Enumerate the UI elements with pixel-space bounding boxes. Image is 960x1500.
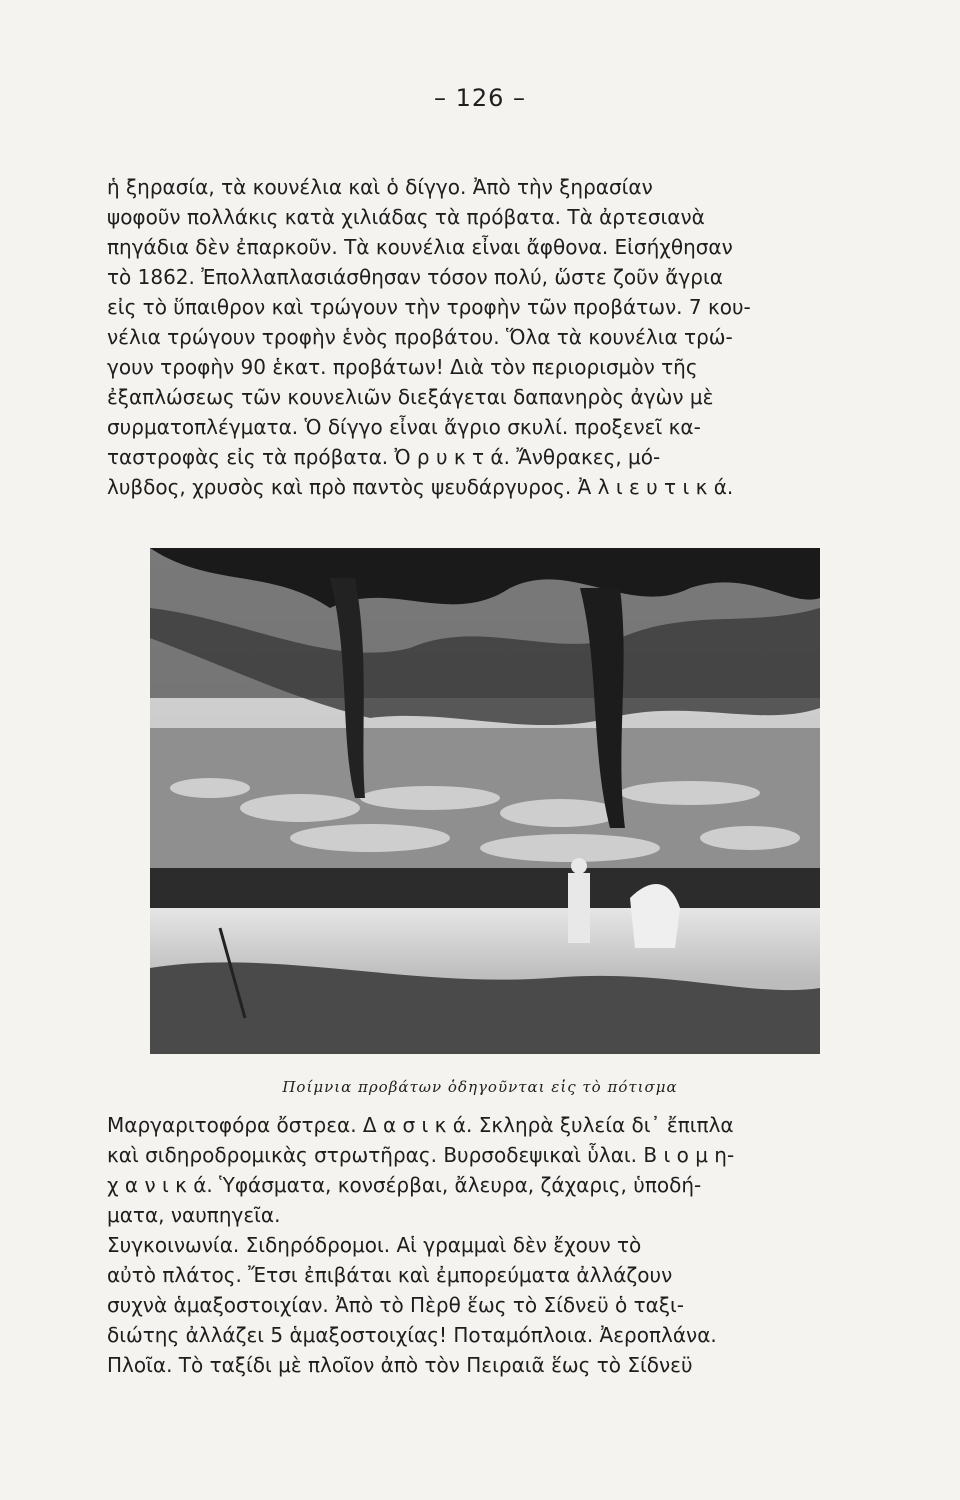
top-paragraph [107, 172, 877, 502]
text-line: Συγκοινωνία. Σιδηρόδρομοι. Αἱ γραμμαὶ δὲν ἔχουν τὸ [107, 1233, 642, 1257]
text-line: καὶ σιδηροδρομικὰς στρωτῆρας. Βυρσοδεψικαὶ ὗλαι. Β ι ο μ η- [107, 1143, 735, 1167]
text-line: γουν τροφὴν 90 ἑκατ. προβάτων! Διὰ τὸν περιορισμὸν τῆς [107, 355, 698, 379]
text-line: νέλια τρώγουν τροφὴν ἑνὸς προβάτου. Ὅλα τὰ κουνέλια τρώ- [107, 325, 733, 349]
text-line: εἰς τὸ ὕπαιθρον καὶ τρώγουν τὴν τροφὴν τῶν προβάτων. 7 κου- [107, 295, 751, 319]
text-line: ἐξαπλώσεως τῶν κουνελιῶν διεξάγεται δαπανηρὸς ἀγὼν μὲ [107, 385, 714, 409]
text-line: Πλοῖα. Τὸ ταξίδι μὲ πλοῖον ἀπὸ τὸν Πειραιᾶ ἕως τὸ Σίδνεϋ [107, 1353, 693, 1377]
text-line: συρματοπλέγματα. Ὁ δίγγο εἶναι ἄγριο σκυλί. προξενεῖ κα- [107, 415, 701, 439]
text-line: ἡ ξηρασία, τὰ κουνέλια καὶ ὁ δίγγο. Ἀπὸ τὴν ξηρασίαν [107, 175, 653, 199]
text-line: Μαργαριτοφόρα ὄστρεα. Δ α σ ι κ ά. Σκληρὰ ξυλεία δι᾿ ἔπιπλα [107, 1113, 734, 1137]
text-line: συχνὰ ἁμαξοστοιχίαν. Ἀπὸ τὸ Πὲρθ ἕως τὸ Σίδνεϋ ὁ ταξι- [107, 1293, 684, 1317]
text-line: διώτης ἀλλάζει 5 ἁμαξοστοιχίας! Ποταμόπλοια. Ἀεροπλάνα. [107, 1323, 717, 1347]
figure-caption: Ποίμνια προβάτων ὁδηγοῦνται εἰς τὸ πότισμα [282, 1078, 678, 1096]
text-line: χ α ν ι κ ά. Ὑφάσματα, κονσέρβαι, ἄλευρα, ζάχαρις, ὑποδή- [107, 1173, 702, 1197]
text-line: πηγάδια δὲν ἐπαρκοῦν. Τὰ κουνέλια εἶναι ἄφθονα. Εἰσήχθησαν [107, 235, 733, 259]
text-line: ψοφοῦν πολλάκις κατὰ χιλιάδας τὰ πρόβατα. Τὰ ἀρτεσιανὰ [107, 205, 705, 229]
page-number: – 126 – [433, 84, 527, 112]
text-line: λυβδος, χρυσὸς καὶ πρὸ παντὸς ψευδάργυρος. Ἀ λ ι ε υ τ ι κ ά. [107, 475, 734, 499]
text-line: ταστροφὰς εἰς τὰ πρόβατα. Ὀ ρ υ κ τ ά. Ἄνθρακες, μό- [107, 445, 661, 469]
sheep-flock-photo [150, 548, 820, 1054]
text-line: ματα, ναυπηγεῖα. [107, 1203, 281, 1227]
text-line: αὐτὸ πλάτος. Ἔτσι ἐπιβάται καὶ ἐμπορεύματα ἀλλάζουν [107, 1263, 673, 1287]
bottom-paragraph [107, 1110, 877, 1380]
text-line: τὸ 1862. Ἐπολλαπλασιάσθησαν τόσον πολύ, ὥστε ζοῦν ἄγρια [107, 265, 723, 289]
